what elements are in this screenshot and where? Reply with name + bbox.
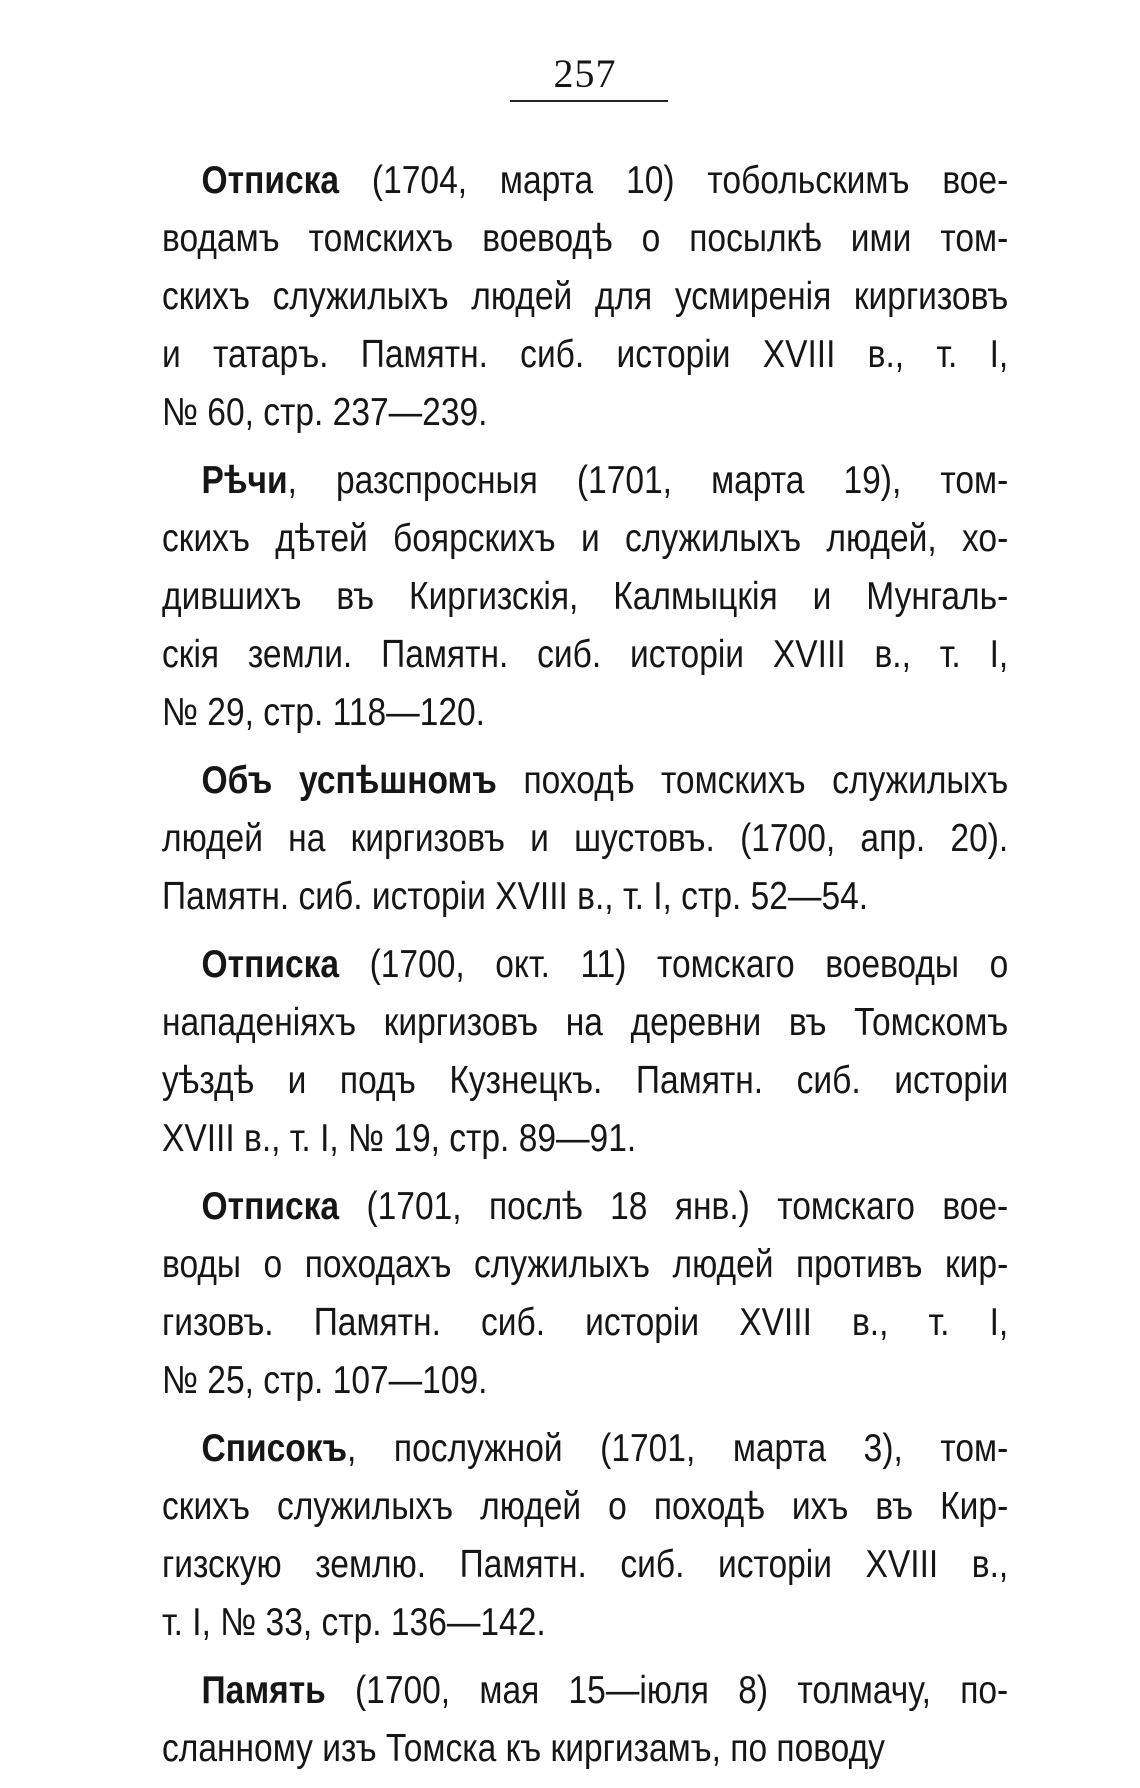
entry-heading: Отписка [201, 159, 340, 202]
bibliography-entry [162, 452, 1008, 742]
page-number: 257 [553, 51, 617, 96]
entry-line [162, 1662, 1008, 1720]
bibliography-entry [162, 1178, 1008, 1410]
entry-text: людей на киргизовъ и шустовъ. (1700, апр. 20). [162, 817, 1009, 860]
entry-text: (1700, мая 15—іюля 8) толмачу, по- [325, 1669, 1009, 1712]
entry-line [162, 994, 1008, 1052]
entry-line [162, 1720, 1008, 1778]
entry-text: скихъ служилыхъ людей для усмиренія киргизовъ [162, 275, 1009, 318]
entry-heading: Отписка [201, 1185, 340, 1228]
entry-text: , разспросныя (1701, марта 19), том- [287, 459, 1009, 502]
entry-text: (1700, окт. 11) томскаго воеводы о [339, 943, 1009, 986]
entry-text: дившихъ въ Киргизскія, Калмыцкія и Мунгаль- [162, 575, 1009, 618]
entry-line [162, 936, 1008, 994]
entry-text: скія земли. Памятн. сиб. исторіи XVIII в., т. I, [162, 633, 1009, 676]
entry-text: гизовъ. Памятн. сиб. исторіи XVIII в., т. I, [162, 1301, 1009, 1344]
bibliography-entry [162, 936, 1008, 1168]
bibliography-entry [162, 1420, 1008, 1652]
entry-heading: Списокъ [201, 1427, 348, 1470]
entry-line [162, 1236, 1008, 1294]
entry-line [162, 152, 1008, 210]
entry-text: гизскую землю. Памятн. сиб. исторіи XVIII в., [162, 1543, 1009, 1586]
entry-text: № 29, стр. 118—120. [162, 691, 485, 734]
entry-text: № 25, стр. 107—109. [162, 1359, 488, 1402]
entry-line [162, 210, 1008, 268]
bibliography-entry [162, 752, 1008, 926]
entry-line [162, 1478, 1008, 1536]
entry-line [162, 1110, 1008, 1168]
entry-text: воды о походахъ служилыхъ людей противъ кир- [162, 1243, 1009, 1286]
entry-text: нападеніяхъ киргизовъ на деревни въ Томскомъ [162, 1001, 1009, 1044]
entry-line [162, 1420, 1008, 1478]
entry-text: (1704, марта 10) тобольскимъ вое- [339, 159, 1009, 202]
entry-heading: Объ успѣшномъ [201, 759, 497, 802]
entry-line [162, 1594, 1008, 1652]
entry-text: скихъ служилыхъ людей о походѣ ихъ въ Кир- [162, 1485, 1009, 1528]
entry-text: скихъ дѣтей боярскихъ и служилыхъ людей, хо- [162, 517, 1009, 560]
entry-line [162, 326, 1008, 384]
bibliography-entry [162, 1662, 1008, 1778]
entry-line [162, 568, 1008, 626]
entry-text: XVIII в., т. I, № 19, стр. 89—91. [162, 1117, 637, 1160]
entry-line [162, 268, 1008, 326]
entry-text: , послужной (1701, марта 3), том- [347, 1427, 1009, 1470]
entry-line [162, 452, 1008, 510]
entry-text: и татаръ. Памятн. сиб. исторіи XVIII в., т. I, [162, 333, 1009, 376]
entry-text: походѣ томскихъ служилыхъ [496, 759, 1009, 802]
entry-line [162, 810, 1008, 868]
entry-line [162, 384, 1008, 442]
entry-line [162, 752, 1008, 810]
entry-text: (1701, послѣ 18 янв.) томскаго вое- [339, 1185, 1009, 1228]
bibliography-entries [162, 152, 1008, 1788]
bibliography-entry [162, 152, 1008, 442]
entry-text: № 60, стр. 237—239. [162, 391, 488, 434]
entry-line [162, 626, 1008, 684]
entry-line [162, 684, 1008, 742]
entry-text: водамъ томскихъ воеводѣ о посылкѣ ими том- [162, 217, 1009, 260]
entry-line [162, 510, 1008, 568]
entry-line [162, 1052, 1008, 1110]
entry-text: Памятн. сиб. исторіи XVIII в., т. I, стр. 52—54. [162, 875, 869, 918]
entry-heading: Память [201, 1669, 326, 1712]
entry-text: сланному изъ Томска къ киргизамъ, по поводу [162, 1727, 885, 1770]
entry-line [162, 1294, 1008, 1352]
page-number-rule [510, 100, 668, 102]
entry-line [162, 1536, 1008, 1594]
entry-line [162, 1352, 1008, 1410]
entry-text: уѣздѣ и подъ Кузнецкъ. Памятн. сиб. исторіи [162, 1059, 1009, 1102]
entry-text: т. I, № 33, стр. 136—142. [162, 1601, 546, 1644]
entry-heading: Отписка [201, 943, 340, 986]
entry-line [162, 1178, 1008, 1236]
entry-line [162, 868, 1008, 926]
entry-heading: Рѣчи [201, 459, 288, 502]
